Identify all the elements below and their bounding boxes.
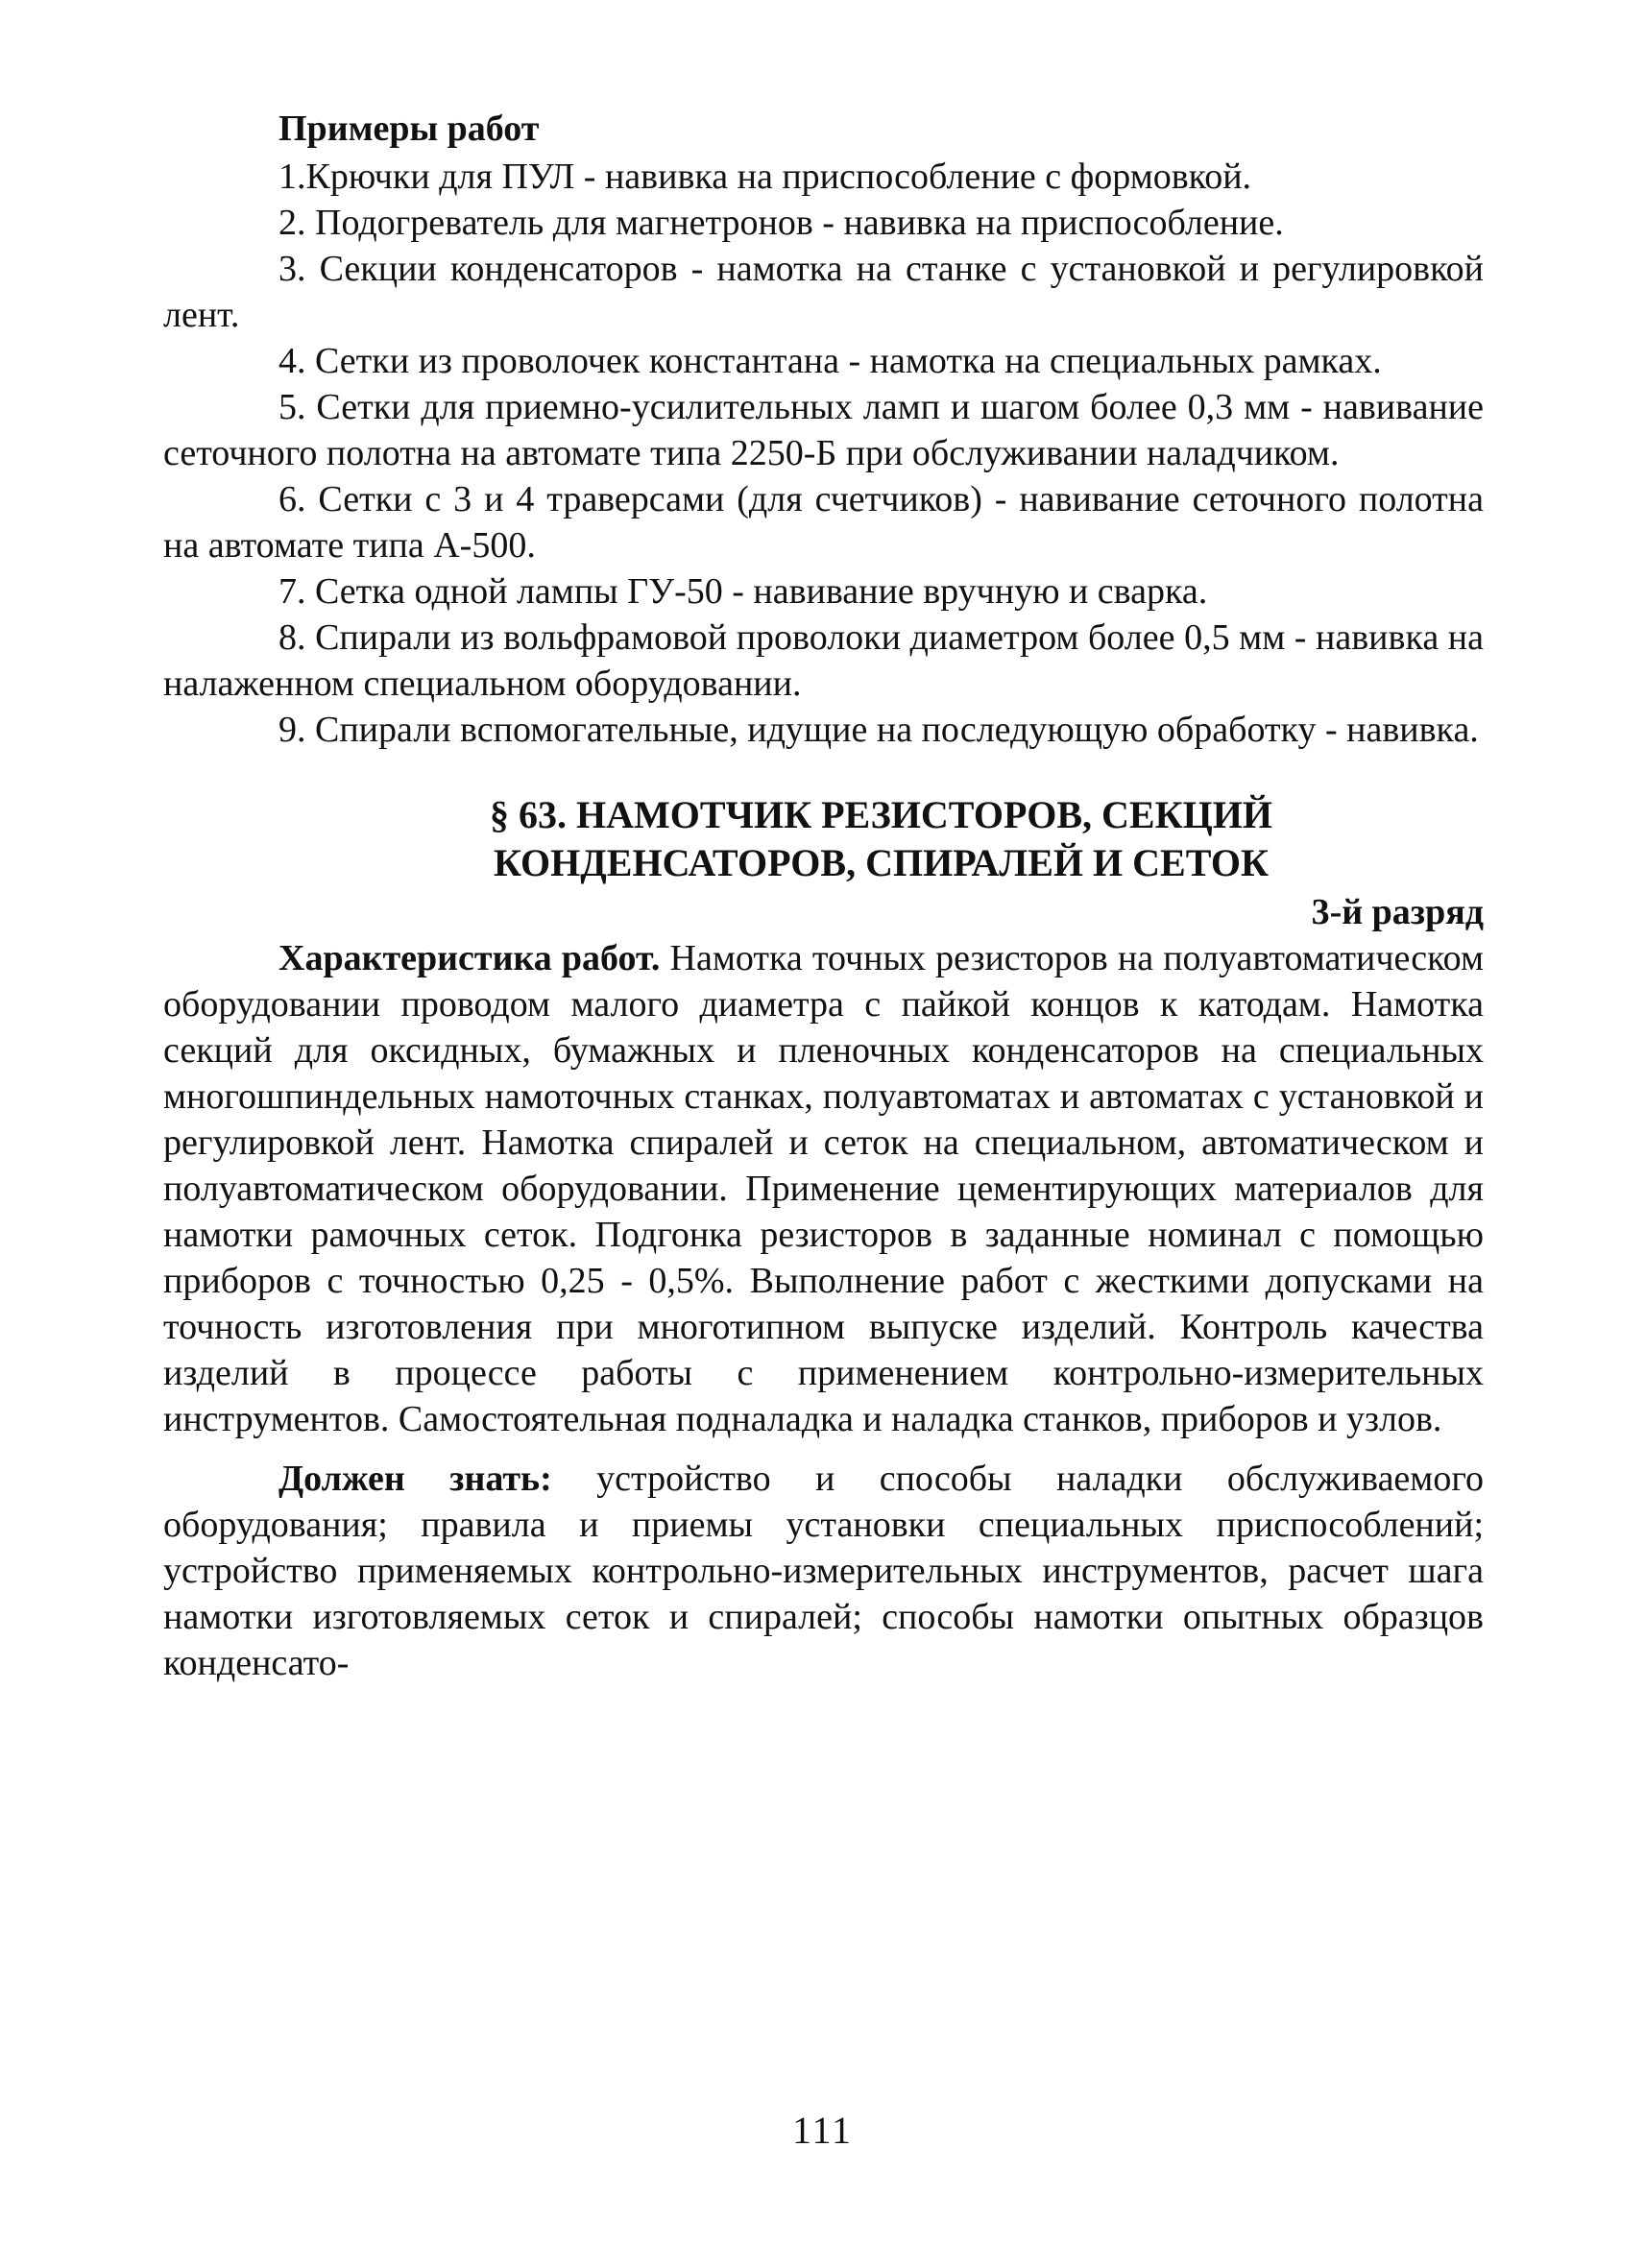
examples-heading: Примеры работ	[278, 109, 540, 149]
characteristics-paragraph	[163, 935, 1484, 1442]
characteristics-lead: Характеристика работ.	[278, 938, 661, 978]
example-item-4: 4. Сетки из проволочек константана - намотка на специальных рамках.	[278, 341, 1382, 381]
characteristics-text: Намотка точных резисторов на полуавтоматическом оборудовании проводом малого диаметра с пайкой концов к катодам. Намотка секций для оксидных, бумажных и пленочных конденсаторов на специальных многошпиндельных намоточных станках, полуавтоматах и автоматах с установкой и регулировкой лент. Намотка спиралей и сеток на специальном, автоматическом и полуавтоматическом оборудовании. Применение цементирующих материалов для намотки рамочных сеток. Подгонка резисторов в заданные номинал с помощью приборов с точностью 0,25 - 0,5%. Выполнение работ с жесткими допусками на точность изготовления при многотипном выпуске изделий. Контроль качества изделий в процессе работы с применением контрольно-измерительных инструментов. Самостоятельная подналадка и наладка станков, приборов и узлов.	[163, 938, 1485, 1439]
must-know-lead: Должен знать:	[278, 1459, 552, 1499]
document-page	[163, 106, 1484, 1686]
section-title	[278, 791, 1484, 887]
example-item-1: 1.Крючки для ПУЛ - навивка на приспособление с формовкой.	[278, 157, 1252, 197]
example-item-6: 6. Сетки с 3 и 4 траверсами (для счетчиков) - навивание сеточного полотна на автомате типа А-500.	[163, 479, 1484, 566]
example-item-5: 5. Сетки для приемно-усилительных ламп и шагом более 0,3 мм - навивание сеточного полотна на автомате типа 2250-Б при обслуживании наладчиком.	[163, 387, 1484, 473]
section-title-line-1: § 63. НАМОТЧИК РЕЗИСТОРОВ, СЕКЦИЙ	[490, 793, 1272, 836]
grade-label: 3-й разряд	[1311, 892, 1484, 932]
page-number: 111	[791, 2109, 854, 2152]
section-title-line-2: КОНДЕНСАТОРОВ, СПИРАЛЕЙ И СЕТОК	[494, 841, 1269, 884]
example-item-2: 2. Подогреватель для магнетронов - навивка на приспособление.	[278, 203, 1284, 243]
must-know-text: устройство и способы наладки обслуживаемого оборудования; правила и приемы установки специальных приспособлений; устройство применяемых контрольно-измерительных инструментов, расчет шага намотки изготовляемых сеток и спиралей; способы намотки опытных образцов конденсато-	[163, 1459, 1484, 1683]
example-item-9: 9. Спирали вспомогательные, идущие на последующую обработку - навивка.	[278, 710, 1479, 750]
example-item-8: 8. Спирали из вольфрамовой проволоки диаметром более 0,5 мм - навивка на налаженном специальном оборудовании.	[163, 617, 1484, 704]
example-item-7: 7. Сетка одной лампы ГУ-50 - навивание вручную и сварка.	[278, 571, 1208, 612]
must-know-paragraph	[163, 1456, 1484, 1686]
example-item-3: 3. Секции конденсаторов - намотка на станке с установкой и регулировкой лент.	[163, 249, 1484, 335]
